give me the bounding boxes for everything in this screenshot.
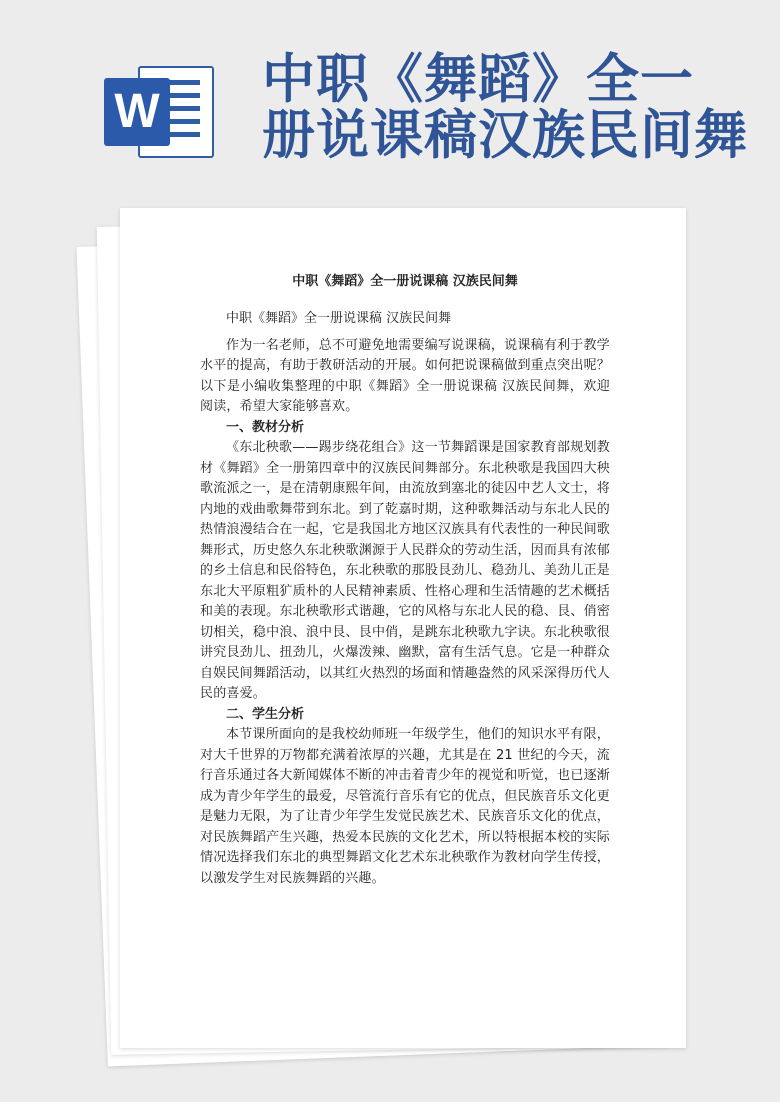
hero-title-line1: 中职《舞蹈》全一 bbox=[262, 49, 694, 110]
document-title: 中职《舞蹈》全一册说课稿 汉族民间舞 bbox=[292, 274, 518, 289]
hero-title-line2: 册说课稿汉族民间舞 bbox=[262, 105, 748, 166]
intro-paragraph: 作为一名老师，总不可避免地需要编写说课稿，说课稿有利于教学水平的提高，有助于教研活动的开展。如何把说课稿做到重点突出呢？以下是小编收集整理的中职《舞蹈》全一册说课稿 汉族民间舞，欢迎阅读，希望大家能够喜欢。 bbox=[200, 337, 610, 414]
header-banner bbox=[0, 0, 780, 200]
document-subtitle: 中职《舞蹈》全一册说课稿 汉族民间舞 bbox=[226, 311, 452, 326]
section-paragraph-students: 本节课所面向的是我校幼师班一年级学生，他们的知识水平有限，对大千世界的万物都充满着浓厚的兴趣，尤其是在 21 世纪的今天，流行音乐通过各大新闻媒体不断的冲击着青少年的视觉和听觉，也已逐渐成为青少年学生的最爱，尽管流行音乐有它的优点，但民族音乐文化更是魅力无限，为了让青少年学生发觉民族艺术、民族音乐文化的优点，对民族舞蹈产生兴趣，热爱本民族的文化艺术，所以特根据本校的实际情况选择我们东北的典型舞蹈文化艺术东北秧歌作为教材向学生传授，以激发学生对民族舞蹈的兴趣。 bbox=[200, 727, 610, 886]
hero-title bbox=[262, 49, 762, 166]
section-paragraph-textbook: 《东北秧歌——踢步绕花组合》这一节舞蹈课是国家教育部规划教材《舞蹈》全一册第四章中的汉族民间舞部分。东北秧歌是我国四大秧歌流派之一，是在清朝康熙年间，由流放到塞北的徒囚中艺人文士，将内地的戏曲歌舞带到东北。到了乾嘉时期，这种歌舞活动与东北人民的热情浪漫结合在一起，它是我国北方地区汉族具有代表性的一种民间歌舞形式，历史悠久东北秧歌渊源于人民群众的劳动生活，因而具有浓郁的乡土信息和民俗特色，东北秧歌的那股艮劲儿、稳劲儿、美劲儿正是东北大平原粗犷质朴的人民精神素质、性格心理和生活情趣的艺术概括和美的表现。东北秧歌形式谐趣，它的风格与东北人民的稳、艮、俏密切相关，稳中浪、浪中艮、艮中俏，是跳东北秧歌九字诀。东北秧歌很讲究艮劲儿、扭劲儿，火爆泼辣、幽默，富有生活气息。它是一种群众自娱民间舞蹈活动，以其红火热烈的场面和情趣盎然的风采深得历代人民的喜爱。 bbox=[200, 440, 610, 701]
word-icon-letter: W bbox=[104, 78, 170, 146]
word-document-icon bbox=[104, 66, 214, 158]
section-heading-students: 二、学生分析 bbox=[226, 706, 305, 722]
document-content bbox=[200, 270, 610, 889]
section-heading-textbook: 一、教材分析 bbox=[226, 419, 305, 435]
